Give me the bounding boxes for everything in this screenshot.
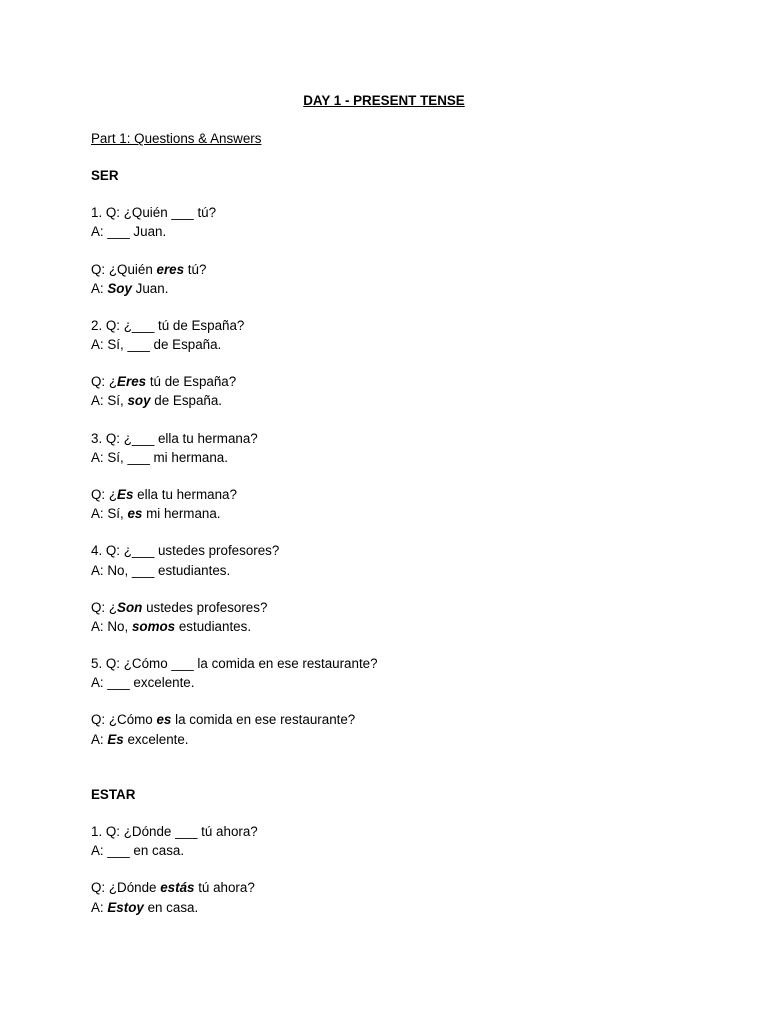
answer-key-answer (91, 504, 221, 523)
text-segment: Q: ¿Quién (91, 262, 157, 277)
exercise-answer (91, 335, 221, 354)
answer-word: Soy (107, 281, 132, 296)
answer-key-question (91, 878, 255, 897)
question-text: 1. Q: ¿Quién ___ tú? (91, 205, 217, 220)
answer-word: soy (127, 393, 151, 408)
answer-word: es (127, 506, 143, 521)
answer-word: estás (160, 880, 195, 895)
answer-text: A: ___ excelente. (91, 675, 195, 690)
text-segment: tú de España? (146, 374, 237, 389)
text-segment: estudiantes. (175, 619, 252, 634)
answer-key-answer (91, 279, 168, 298)
answer-text: A: No, ___ estudiantes. (91, 563, 231, 578)
answer-text: A: Sí, ___ mi hermana. (91, 450, 228, 465)
text-segment: de España. (150, 393, 223, 408)
exercise-answer (91, 841, 184, 860)
exercise-question (91, 822, 258, 841)
answer-word: Son (117, 600, 143, 615)
text-segment: A: Sí, (91, 506, 128, 521)
section-heading-ser: SER (91, 168, 119, 183)
part-heading: Part 1: Questions & Answers (91, 131, 262, 146)
text-segment: en casa. (143, 900, 199, 915)
exercise-answer (91, 673, 194, 692)
question-text: 4. Q: ¿___ ustedes profesores? (91, 543, 280, 558)
question-text: 1. Q: ¿Dónde ___ tú ahora? (91, 824, 258, 839)
answer-key-answer (91, 617, 251, 636)
answer-word: Estoy (107, 900, 144, 915)
text-segment: Q: ¿ (91, 374, 118, 389)
text-segment: Q: ¿ (91, 487, 118, 502)
text-segment: Q: ¿ (91, 600, 118, 615)
answer-text: A: ___ Juan. (91, 224, 167, 239)
text-segment: ella tu hermana? (133, 487, 237, 502)
exercise-question (91, 654, 378, 673)
text-segment: Q: ¿Dónde (91, 880, 161, 895)
text-segment: Q: ¿Cómo (91, 712, 157, 727)
text-segment: Juan. (131, 281, 169, 296)
section-heading-estar: ESTAR (91, 787, 136, 802)
answer-word: Eres (117, 374, 147, 389)
text-segment: la comida en ese restaurante? (171, 712, 356, 727)
exercise-question (91, 429, 258, 448)
answer-key-answer (91, 730, 189, 749)
answer-key-question (91, 710, 355, 729)
answer-key-answer (91, 391, 222, 410)
exercise-answer (91, 448, 228, 467)
answer-text: A: Sí, ___ de España. (91, 337, 222, 352)
text-segment: tú ahora? (194, 880, 255, 895)
answer-key-answer (91, 898, 198, 917)
text-segment: tú? (184, 262, 207, 277)
answer-key-question (91, 598, 267, 617)
exercise-answer (91, 222, 166, 241)
text-segment: mi hermana. (142, 506, 221, 521)
answer-key-question (91, 485, 237, 504)
answer-key-question (91, 372, 236, 391)
answer-key-question (91, 260, 206, 279)
text-segment: ustedes profesores? (142, 600, 268, 615)
text-segment: A: (91, 900, 108, 915)
answer-word: eres (156, 262, 185, 277)
text-segment: A: (91, 732, 108, 747)
exercise-question (91, 541, 279, 560)
question-text: 5. Q: ¿Cómo ___ la comida en ese restaurante? (91, 656, 378, 671)
text-segment: A: Sí, (91, 393, 128, 408)
answer-word: Es (117, 487, 134, 502)
question-text: 3. Q: ¿___ ella tu hermana? (91, 431, 258, 446)
text-segment: A: No, (91, 619, 132, 634)
exercise-question (91, 316, 244, 335)
text-segment: A: (91, 281, 108, 296)
exercise-answer (91, 561, 230, 580)
text-segment: excelente. (123, 732, 189, 747)
answer-word: es (156, 712, 172, 727)
question-text: 2. Q: ¿___ tú de España? (91, 318, 245, 333)
answer-text: A: ___ en casa. (91, 843, 185, 858)
answer-word: Es (107, 732, 124, 747)
page-title: DAY 1 - PRESENT TENSE (303, 93, 465, 108)
exercise-question (91, 203, 216, 222)
answer-word: somos (131, 619, 176, 634)
